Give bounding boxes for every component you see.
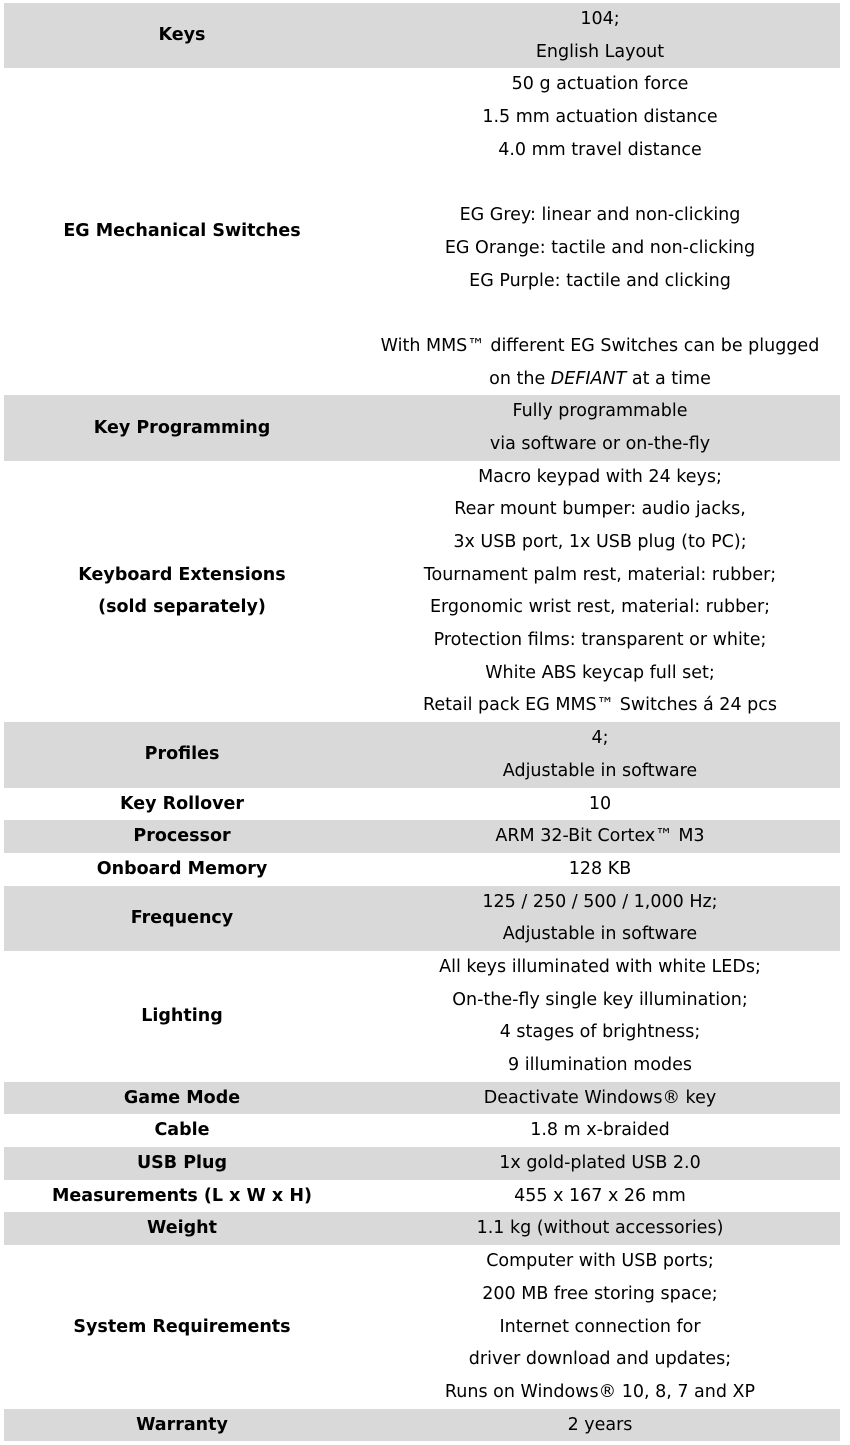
spec-value bbox=[360, 853, 840, 886]
spec-value-line: 125 / 250 / 500 / 1,000 Hz; bbox=[482, 891, 718, 912]
spec-label bbox=[4, 1114, 360, 1147]
spec-label-line: Onboard Memory bbox=[96, 858, 268, 879]
spec-value-line: 3x USB port, 1x USB plug (to PC); bbox=[453, 532, 747, 552]
spec-value bbox=[360, 68, 840, 395]
spec-value-line: Adjustable in software bbox=[502, 924, 698, 945]
spec-label-line: Key Rollover bbox=[119, 793, 245, 814]
spec-label-line: Key Programming bbox=[93, 417, 271, 438]
spec-row bbox=[4, 820, 840, 853]
spec-value bbox=[360, 1114, 840, 1147]
spec-value-line: Ergonomic wrist rest, material: rubber; bbox=[429, 597, 771, 618]
spec-label-line: System Requirements bbox=[73, 1316, 291, 1337]
spec-label bbox=[4, 461, 360, 723]
spec-value-line: EG Grey: linear and non-clicking bbox=[459, 205, 741, 226]
spec-label-line: Cable bbox=[154, 1120, 210, 1141]
spec-value bbox=[360, 1409, 840, 1442]
spec-row bbox=[4, 1114, 840, 1147]
spec-label-line: Profiles bbox=[144, 744, 220, 765]
spec-label bbox=[4, 951, 360, 1082]
spec-value-line: 1x gold-plated USB 2.0 bbox=[499, 1153, 701, 1174]
spec-row bbox=[4, 1212, 840, 1245]
spec-label-line: Warranty bbox=[136, 1414, 228, 1435]
spec-row bbox=[4, 951, 840, 1082]
spec-label-line: Keyboard Extensions bbox=[78, 564, 286, 585]
spec-label-line: USB Plug bbox=[136, 1153, 228, 1174]
spec-label-line: Frequency bbox=[130, 907, 234, 928]
spec-value-line: On-the-fly single key illumination; bbox=[452, 989, 748, 1010]
spec-value-line: Runs on Windows® 10, 8, 7 and XP bbox=[444, 1381, 756, 1402]
spec-value bbox=[360, 820, 840, 853]
spec-label bbox=[4, 1082, 360, 1115]
spec-row bbox=[4, 3, 840, 68]
spec-label-line: EG Mechanical Switches bbox=[63, 221, 301, 242]
spec-value bbox=[360, 461, 840, 723]
spec-value-line: 10 bbox=[588, 793, 612, 814]
spec-value bbox=[360, 1245, 840, 1408]
spec-label bbox=[4, 886, 360, 951]
spec-label bbox=[4, 722, 360, 787]
spec-table bbox=[4, 3, 840, 1441]
spec-value-line: 2 years bbox=[567, 1414, 633, 1435]
spec-row bbox=[4, 461, 840, 723]
product-name: DEFIANT bbox=[550, 368, 627, 389]
spec-value-line: 1.5 mm actuation distance bbox=[482, 107, 718, 128]
spec-value-line: Protection films: transparent or white; bbox=[433, 630, 767, 651]
spec-value-line: Rear mount bumper: audio jacks, bbox=[454, 499, 746, 520]
spec-value-line: 128 KB bbox=[568, 858, 632, 879]
spec-label bbox=[4, 68, 360, 395]
spec-row bbox=[4, 395, 840, 460]
spec-row bbox=[4, 1180, 840, 1213]
spec-label-line: Lighting bbox=[141, 1005, 223, 1026]
spec-value bbox=[360, 395, 840, 460]
spec-value-line: Retail pack EG MMS™ Switches á 24 pcs bbox=[423, 695, 777, 716]
spec-row bbox=[4, 722, 840, 787]
spec-value bbox=[360, 1082, 840, 1115]
spec-value-spacer bbox=[360, 166, 840, 199]
spec-value-line: via software or on-the-fly bbox=[489, 433, 711, 454]
spec-value-line: 50 g actuation force bbox=[511, 74, 689, 95]
spec-value-line: 1.1 kg (without accessories) bbox=[476, 1218, 724, 1239]
spec-value-line bbox=[360, 363, 840, 396]
spec-table-body bbox=[4, 3, 840, 1441]
spec-value bbox=[360, 1180, 840, 1213]
spec-label-line: Weight bbox=[147, 1218, 217, 1239]
spec-label bbox=[4, 788, 360, 821]
spec-label bbox=[4, 1245, 360, 1408]
spec-label-line: (sold separately) bbox=[98, 597, 266, 618]
spec-value-line: ARM 32-Bit Cortex™ M3 bbox=[495, 826, 705, 847]
spec-value-line: White ABS keycap full set; bbox=[485, 662, 715, 683]
spec-value-line: All keys illuminated with white LEDs; bbox=[439, 956, 761, 977]
spec-row bbox=[4, 886, 840, 951]
spec-label-line: Game Mode bbox=[123, 1087, 241, 1108]
spec-value-line: Tournament palm rest, material: rubber; bbox=[423, 564, 777, 585]
spec-value-line: 455 x 167 x 26 mm bbox=[514, 1185, 686, 1206]
spec-label-line: Processor bbox=[133, 826, 231, 847]
spec-value bbox=[360, 1212, 840, 1245]
spec-label bbox=[4, 395, 360, 460]
spec-value bbox=[360, 722, 840, 787]
spec-row bbox=[4, 788, 840, 821]
spec-label bbox=[4, 1212, 360, 1245]
spec-row bbox=[4, 853, 840, 886]
spec-value-line: With MMS™ different EG Switches can be plugged bbox=[380, 335, 820, 356]
spec-label-line: Measurements (L x W x H) bbox=[52, 1185, 312, 1206]
spec-value-line: Adjustable in software bbox=[502, 760, 698, 781]
spec-value-line: 104; bbox=[580, 9, 620, 29]
spec-value-line: driver download and updates; bbox=[468, 1349, 732, 1370]
spec-label bbox=[4, 820, 360, 853]
spec-row bbox=[4, 1082, 840, 1115]
spec-value-line: 200 MB free storing space; bbox=[482, 1283, 718, 1304]
spec-value-line: EG Orange: tactile and non-clicking bbox=[444, 237, 756, 258]
spec-row bbox=[4, 1147, 840, 1180]
spec-row bbox=[4, 68, 840, 395]
spec-value-text: on the bbox=[489, 368, 551, 389]
spec-value-line: Fully programmable bbox=[512, 401, 688, 422]
spec-value-line: Internet connection for bbox=[499, 1316, 701, 1337]
spec-label bbox=[4, 3, 360, 68]
spec-value-line: English Layout bbox=[535, 41, 665, 62]
spec-value-line: 4.0 mm travel distance bbox=[498, 139, 702, 160]
spec-value-line: Deactivate Windows® key bbox=[483, 1087, 717, 1108]
spec-label bbox=[4, 1147, 360, 1180]
spec-value-line: 1.8 m x-braided bbox=[530, 1120, 670, 1141]
spec-value bbox=[360, 886, 840, 951]
spec-value-line: 4; bbox=[591, 728, 609, 749]
spec-label-line: Keys bbox=[158, 25, 206, 46]
spec-value bbox=[360, 788, 840, 821]
spec-value-spacer bbox=[360, 297, 840, 330]
spec-value-text: at a time bbox=[626, 368, 711, 389]
spec-label bbox=[4, 853, 360, 886]
spec-value-line: EG Purple: tactile and clicking bbox=[469, 270, 731, 291]
spec-label bbox=[4, 1409, 360, 1442]
spec-label bbox=[4, 1180, 360, 1213]
spec-value-line: 4 stages of brightness; bbox=[499, 1022, 701, 1043]
spec-row bbox=[4, 1409, 840, 1442]
spec-value bbox=[360, 951, 840, 1082]
spec-row bbox=[4, 1245, 840, 1408]
spec-value-line: 9 illumination modes bbox=[508, 1055, 692, 1075]
spec-value bbox=[360, 1147, 840, 1180]
spec-value-line: Computer with USB ports; bbox=[486, 1251, 714, 1272]
spec-value bbox=[360, 3, 840, 68]
spec-value-line: Macro keypad with 24 keys; bbox=[478, 466, 722, 487]
